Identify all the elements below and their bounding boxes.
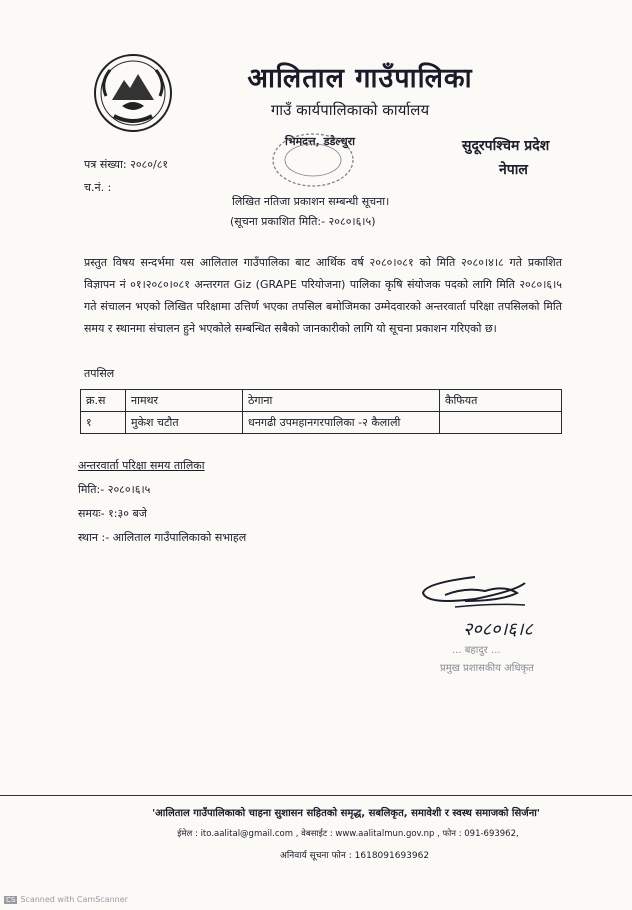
- municipality-title: आलिताल गाउँपालिका: [247, 63, 473, 94]
- province-name: सुदूरपश्चिम प्रदेश: [462, 138, 550, 154]
- tapasil-label: तपसिल: [84, 367, 115, 380]
- header-remarks: कैफियत: [440, 390, 562, 412]
- cell-name: मुकेश चटौत: [126, 412, 243, 434]
- footer-slogan: 'आलिताल गाउँपालिकाको चाहना सुशासन सहितको समृद्ध, सबलिकृत, समावेशी र स्वस्थ समाजको सिर्जना': [152, 808, 540, 819]
- cell-serial: १: [81, 412, 126, 434]
- office-address: भिमदत्त, डडेल्धुरा: [285, 135, 355, 148]
- nepal-emblem-icon: [92, 52, 174, 134]
- signature-date: २०८०।६।८: [463, 619, 533, 640]
- footer-contact: ईमेल : ito.aalital@gmail.com , वेबसाईट : www.aalitalmun.gov.np , फोन : 091-693962,: [177, 829, 519, 839]
- footer-divider: [0, 795, 632, 796]
- schedule-place: स्थान :- आलिताल गाउँपालिकाको सभाहल: [78, 531, 247, 544]
- table-row: [81, 412, 562, 434]
- candidate-table: [80, 389, 562, 434]
- schedule-time: समयः- १:३० बजे: [78, 507, 147, 520]
- notice-body: प्रस्तुत विषय सन्दर्भमा यस आलिताल गाउँपालिका बाट आर्थिक वर्ष २०८०।०८१ को मिति २०८०।४।८ गते प्रकाशित विज्ञापन नं ०१।२०८०।०८१ अन्तरगत Giz (GRAPE परियोजना) पालिका कृषि संयोजक पदको लागि मिति २०८०।६।५ गते संचालन भएको लिखित परिक्षामा उत्तिर्ण भएका तपसिल बमोजिमका उम्मेदवारको अन्तरवार्ता परिक्षा तपसिलको मिति समय र स्थानमा संचालन हुने भएकोले सम्बन्धित सबैको जानकारीको लागि यो सूचना प्रकाशन गरिएको छ।: [84, 256, 562, 335]
- scanner-text: Scanned with CamScanner: [20, 895, 128, 904]
- toll-free-number: 1618091693962: [354, 851, 430, 861]
- scanner-watermark: [4, 895, 128, 904]
- schedule-date: मिति:- २०८०।६।५: [78, 483, 151, 496]
- schedule-heading: अन्तरवार्ता परिक्षा समय तालिका: [78, 459, 205, 472]
- notice-subject: लिखित नतिजा प्रकाशन सम्बन्धी सूचना।: [232, 195, 390, 208]
- cell-remarks: [440, 412, 562, 434]
- country-name: नेपाल: [499, 162, 528, 178]
- camscanner-logo: CS: [6, 896, 16, 904]
- dispatch-number: च.नं. :: [84, 181, 112, 194]
- reference-number: पत्र संख्या: २०८०/८१: [84, 158, 169, 171]
- header-serial: क्र.स: [81, 390, 126, 412]
- cell-address: धनगढी उपमहानगरपालिका -२ कैलाली: [243, 412, 440, 434]
- office-stamp-icon: [268, 130, 358, 190]
- table-header-row: [81, 390, 562, 412]
- header-address: ठेगाना: [243, 390, 440, 412]
- footer-toll-free: [280, 848, 429, 861]
- office-name: गाउँ कार्यपालिकाको कार्यालय: [270, 101, 430, 119]
- signatory-title: प्रमुख प्रशासकीय अधिकृत: [440, 663, 534, 674]
- signatory-name: ... बहादुर ...: [452, 645, 501, 656]
- notice-publish-date: (सूचना प्रकाशित मिति:- २०८०।६।५): [230, 215, 376, 228]
- header-name: नामथर: [126, 390, 243, 412]
- toll-free-label: अनिवार्य सूचना फोन :: [280, 851, 352, 861]
